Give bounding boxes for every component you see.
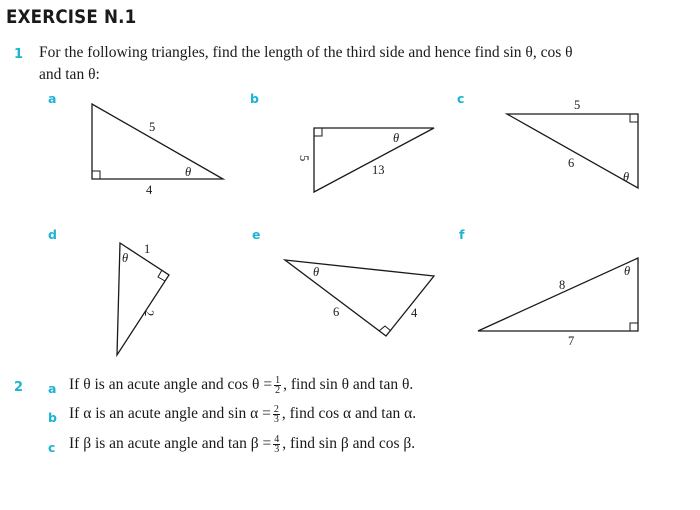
- triangle-b-side-label: 5: [297, 155, 311, 162]
- q2-part-c-after: , find sin β and cos β.: [282, 435, 416, 453]
- triangle-d-long-side-label: 2: [142, 310, 156, 317]
- q2-part-a-after: , find sin θ and tan θ.: [283, 376, 414, 394]
- triangle-a-hypotenuse-label: 5: [149, 120, 156, 134]
- triangle-c-angle-label: θ: [623, 170, 630, 184]
- part-e-label: e: [252, 227, 261, 242]
- triangle-e: [285, 260, 434, 336]
- q2-part-b-text: [69, 405, 416, 424]
- triangle-e-angle-label: θ: [313, 265, 320, 279]
- q2-part-a-fraction: $\frac{1}{2}$: [275, 375, 281, 396]
- triangle-c-hypotenuse-label: 6: [568, 156, 575, 170]
- triangle-d-short-side-label: 1: [144, 242, 151, 256]
- triangle-b-angle-label: θ: [393, 131, 400, 145]
- triangle-a-base-label: 4: [146, 183, 153, 197]
- question-1-text-line2: and tan θ:: [39, 66, 100, 83]
- triangle-b-hypotenuse-label: 13: [372, 163, 385, 177]
- triangle-d-angle-label: θ: [122, 251, 129, 265]
- q2-part-c-before: If β is an acute angle and tan β =: [69, 435, 272, 453]
- part-f-label: f: [459, 227, 465, 242]
- part-d-label: d: [48, 227, 57, 242]
- q2-part-b-label: b: [48, 410, 57, 425]
- q2-part-b-after: , find cos α and tan α.: [281, 405, 417, 423]
- q2-part-a-label: a: [48, 381, 57, 396]
- q2-part-c-text: [69, 435, 415, 454]
- q2-part-c-fraction: $\frac{4}{3}$: [274, 434, 280, 455]
- part-c-label: c: [457, 91, 465, 106]
- triangle-e-side-a-label: 6: [333, 305, 340, 319]
- q2-part-a-before: If θ is an acute angle and cos θ =: [69, 376, 273, 394]
- triangle-f: [478, 258, 638, 348]
- part-a-label: a: [48, 91, 57, 106]
- q2-part-b-before: If α is an acute angle and sin α =: [69, 405, 271, 423]
- q2-part-a-text: [69, 376, 413, 395]
- triangle-c-top-label: 5: [574, 98, 581, 112]
- q2-part-c-label: c: [48, 440, 56, 455]
- question-1-number: 1: [14, 47, 24, 62]
- triangle-b: [297, 128, 434, 192]
- q2-part-b-fraction: $\frac{2}{3}$: [273, 404, 279, 425]
- question-2-number: 2: [14, 380, 24, 395]
- triangle-d: [117, 242, 169, 355]
- triangle-a-angle-label: θ: [185, 165, 192, 179]
- triangle-f-hypotenuse-label: 8: [559, 278, 566, 292]
- triangle-e-side-b-label: 4: [411, 306, 418, 320]
- part-b-label: b: [250, 91, 259, 106]
- triangle-a: [92, 104, 223, 197]
- triangle-c: [507, 98, 638, 188]
- triangle-f-base-label: 7: [568, 334, 575, 348]
- question-1-text-line1: For the following triangles, find the length of the third side and hence find sin θ, cos θ: [39, 44, 573, 61]
- exercise-heading: EXERCISE N.1: [6, 6, 137, 28]
- triangle-f-angle-label: θ: [624, 264, 631, 278]
